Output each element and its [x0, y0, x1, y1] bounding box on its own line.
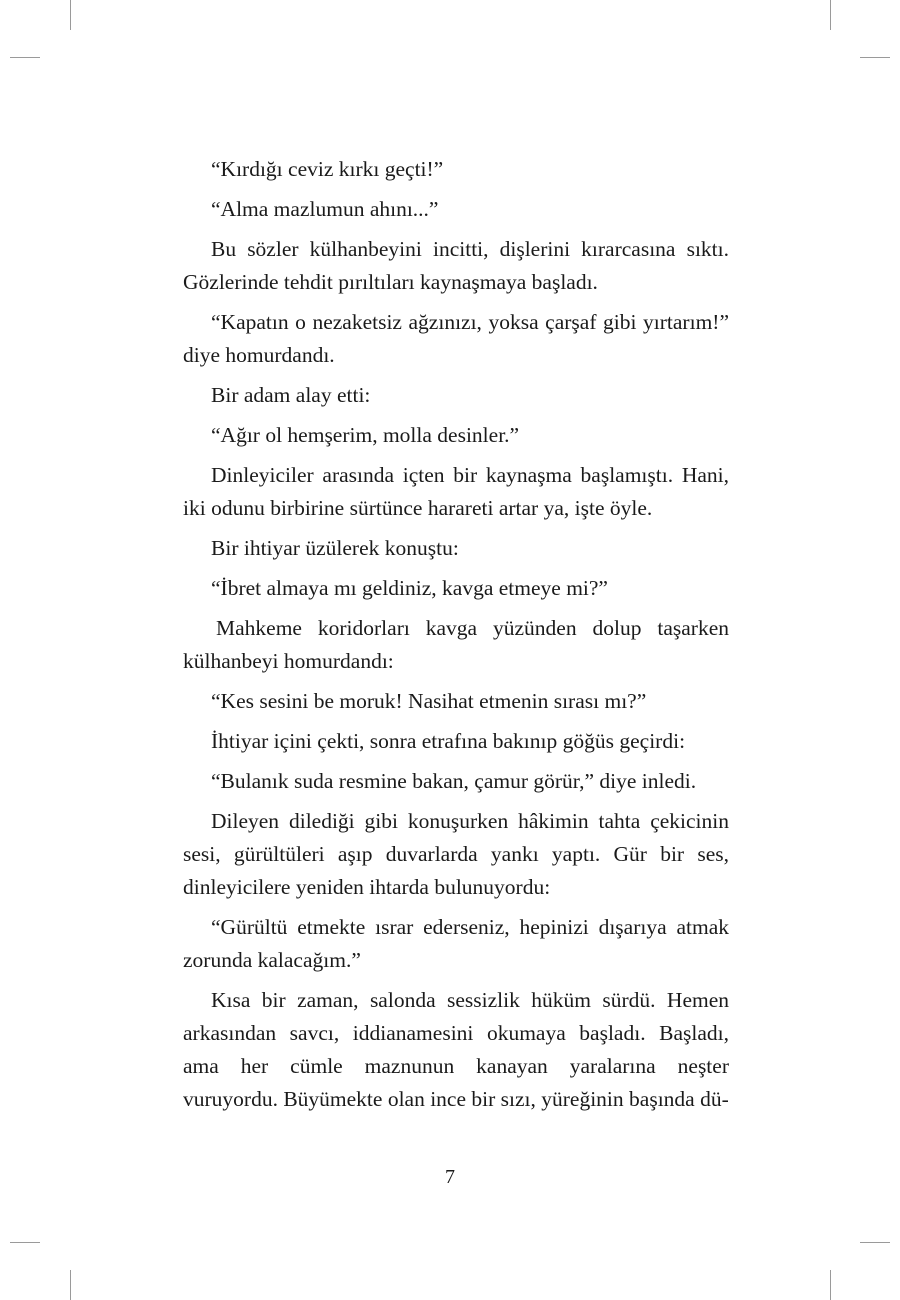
page-body-text: [183, 153, 735, 1123]
paragraph: “Bulanık suda resmine bakan, çamur görür,” diye inledi.: [211, 769, 697, 793]
paragraph: “Kırdığı ceviz kırkı geçti!”: [211, 157, 444, 181]
paragraph: Kısa bir zaman, salonda sessizlik hüküm sürdü. Hemen arkasından savcı, iddianamesini okumaya başladı. Başladı, ama her cümle maznunun kanayan yaralarına neşter vuruyordu. Büyümekte olan ince bir sızı, yüreğinin başında dü-: [183, 988, 735, 1111]
paragraph: Bir adam alay etti:: [211, 383, 371, 407]
paragraph: “Gürültü etmekte ısrar ederseniz, hepinizi dışarıya atmak zorunda kalacağım.”: [183, 915, 735, 972]
crop-mark-bottom-right-horizontal: [860, 1242, 890, 1243]
crop-mark-bottom-left-horizontal: [10, 1242, 40, 1243]
crop-mark-top-right-horizontal: [860, 57, 890, 58]
paragraph: Mahkeme koridorları kavga yüzünden dolup taşarken külhanbeyi homurdandı:: [183, 616, 735, 673]
paragraph: “Alma mazlumun ahını...”: [211, 197, 439, 221]
paragraph: İhtiyar içini çekti, sonra etrafına bakınıp göğüs geçirdi:: [211, 729, 686, 753]
paragraph: Bir ihtiyar üzülerek konuştu:: [211, 536, 459, 560]
crop-mark-top-right-vertical: [830, 0, 831, 30]
crop-mark-bottom-left-vertical: [70, 1270, 71, 1300]
paragraph: “Ağır ol hemşerim, molla desinler.”: [211, 423, 520, 447]
paragraph: Dinleyiciler arasında içten bir kaynaşma başlamıştı. Hani, iki odunu birbirine sürtünce harareti artar ya, işte öyle.: [183, 463, 735, 520]
paragraph: “İbret almaya mı geldiniz, kavga etmeye mi?”: [211, 576, 608, 600]
paragraph: “Kes sesini be moruk! Nasihat etmenin sırası mı?”: [211, 689, 647, 713]
paragraph: Dileyen dilediği gibi konuşurken hâkimin tahta çekicinin sesi, gürültüleri aşıp duvarlarda yankı yaptı. Gür bir ses, dinleyicilere yeniden ihtarda bulunuyordu:: [183, 809, 735, 899]
crop-mark-top-left-horizontal: [10, 57, 40, 58]
crop-mark-bottom-right-vertical: [830, 1270, 831, 1300]
paragraph: “Kapatın o nezaketsiz ağzınızı, yoksa çarşaf gibi yırtarım!” diye homurdandı.: [183, 310, 735, 367]
paragraph: Bu sözler külhanbeyini incitti, dişlerini kırarcasına sıktı. Gözlerinde tehdit pırıltıları kaynaşmaya başladı.: [183, 237, 735, 294]
page-number: 7: [445, 1166, 455, 1188]
crop-mark-top-left-vertical: [70, 0, 71, 30]
